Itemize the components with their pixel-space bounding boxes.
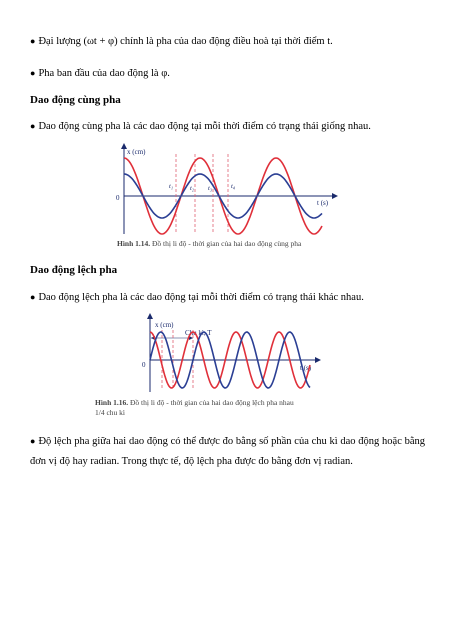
period-label: Chu kì, T: [185, 329, 212, 337]
heading-in-phase: Dao động cùng pha: [30, 94, 121, 106]
bullet-in-phase: ● Dao động cùng pha là các dao động tại mỗi thời điểm có trạng thái giống nhau.: [30, 121, 371, 132]
figure-out-of-phase-graph: [140, 312, 325, 394]
y-axis-label: x (cm): [155, 321, 174, 329]
bullet-phase-quantity: ● Đại lượng (ωt + φ) chính là pha của dao động điều hoà tại thời điểm t.: [30, 36, 333, 47]
caption-fig-1-16: Hình 1.16. Đồ thị li độ - thời gian của hai dao động lệch pha nhau 1/4 chu kì: [95, 398, 294, 417]
bullet-icon: ●: [30, 36, 36, 46]
heading-out-of-phase: Dao động lệch pha: [30, 264, 118, 276]
origin-label: 0: [116, 194, 120, 202]
bullet-out-of-phase: ● Dao động lệch pha là các dao động tại mỗi thời điểm có trạng thái khác nhau.: [30, 292, 364, 303]
x-axis-label: t (s): [317, 199, 329, 207]
figure-in-phase-graph: [110, 142, 340, 238]
mark-label-t4: t₄: [231, 183, 236, 190]
x-axis-label: t (s): [300, 364, 312, 372]
bullet-icon: ●: [30, 292, 36, 302]
bullet-initial-phase: ● Pha ban đầu của dao động là φ.: [30, 68, 170, 79]
bullet-icon: ●: [30, 436, 36, 446]
caption-fig-1-14: Hình 1.14. Đồ thị li độ - thời gian của hai dao động cùng pha: [117, 239, 302, 248]
mark-label-t3: t₃: [208, 185, 213, 192]
y-axis-arrow-icon: [147, 313, 153, 319]
mark-label-t1: t₁: [169, 183, 174, 190]
origin-label: 0: [142, 361, 146, 369]
y-axis-label: x (cm): [127, 148, 146, 156]
x-axis-arrow-icon: [332, 193, 338, 199]
bullet-icon: ●: [30, 68, 36, 78]
x-axis-arrow-icon: [315, 357, 321, 363]
mark-label-t2: t₂: [190, 185, 195, 192]
bullet-icon: ●: [30, 121, 36, 131]
paragraph-phase-difference: ● Độ lệch pha giữa hai dao động có thể được đo bằng số phần của chu kì dao động hoặc bằng đơn vị độ hay radian. Trong thực tế, độ lệch pha được đo bằng đơn vị radian.: [30, 431, 425, 472]
